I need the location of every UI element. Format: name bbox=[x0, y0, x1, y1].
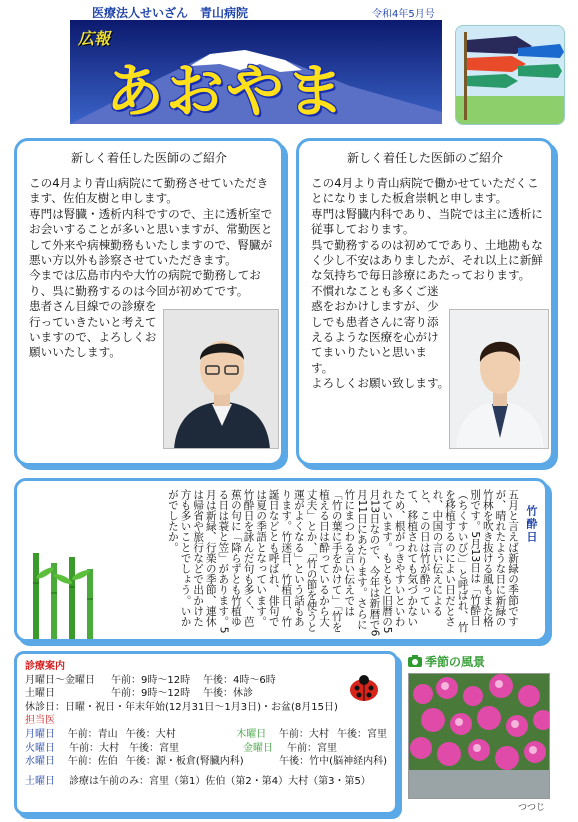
bamboo-column bbox=[14, 478, 548, 642]
doctor-day: 金曜日 bbox=[243, 742, 273, 754]
doctor-pm: 午後：源・板倉(腎臓内科) bbox=[125, 756, 244, 768]
azalea-photo bbox=[408, 673, 550, 799]
column-text: 五月と言えば新緑の季節ですが、晴れたような日に新緑の竹林を吹き抜ける風もまた格別です。5月13日は「竹酔日（ちくすいび）」と呼ばれ、竹を移植するのによい日だとされ、中国の言い伝えによると、この日は竹が酔っていて、移植されても気づかないため、根がつきやすいといわれています。もともと旧暦の5月13日なので、今年は新暦で6月11日にあたります。さらに竹にまつわる言い伝えでは「竹の葉に手をかけて」「竹を植える日は酔っているから大丈夫」とか、「竹の節を使うと運がよくなる」という話もあります。竹迷日、竹植日、竹誕日などとも呼ばれ、俳句では夏の季語となっています。竹酔日を詠んだ句も多く、芭蕉の句に「降らずとも竹植ゆる日は蓑と笠」があります。5月は新緑、行楽の季節、連休は帰省や旅行などで出かけた方も多いことでしょう。いかがでしたか。 bbox=[166, 489, 519, 637]
right-paragraph: 呉で勤務するのは初めてであり、土地勘もなく少し不安はありましたが、それ以上に新鮮な気持ちで毎日診療にあたっております。 bbox=[311, 237, 543, 283]
doctor-portrait-icon bbox=[450, 310, 549, 449]
season-title: 季節の風景 bbox=[425, 655, 486, 669]
hours-pm: 午後：休診 bbox=[203, 688, 253, 700]
doctor-am: 午前：大村 bbox=[69, 742, 119, 754]
bamboo-icon bbox=[23, 553, 103, 642]
right-paragraph: この4月より青山病院で働かせていただくことになりました板倉崇帆と申します。 bbox=[311, 176, 539, 206]
doctor-photo-saeki bbox=[163, 309, 279, 449]
hours-am: 午前：9時～12時 bbox=[111, 674, 191, 686]
doctor-pm: 午後：宮里 bbox=[337, 728, 388, 740]
closed-days-row bbox=[25, 701, 387, 715]
saturday-label: 土曜日 bbox=[25, 775, 55, 787]
hours-row bbox=[25, 674, 387, 688]
title-banner bbox=[70, 20, 442, 124]
hours-am: 午前：9時～12時 bbox=[111, 688, 191, 700]
right-doctor-card bbox=[296, 138, 554, 466]
issue-date: 令和4年5月号 bbox=[372, 9, 435, 20]
right-card-title: 新しく着任した医師のご紹介 bbox=[346, 151, 503, 165]
hours-days: 土曜日 bbox=[25, 688, 55, 700]
doctor-am: 午前：宮里 bbox=[287, 742, 337, 754]
hospital-name: 医療法人せいざん 青山病院 bbox=[92, 6, 249, 20]
doctor-am: 午前：青山 bbox=[67, 728, 118, 740]
kouhou-label: 広報 bbox=[78, 29, 111, 48]
left-card-title: 新しく着任した医師のご紹介 bbox=[70, 151, 227, 165]
right-paragraph: 専門は腎臓内科であり、当院では主に透析に従事しております。 bbox=[311, 206, 543, 237]
ladybug-icon bbox=[347, 674, 381, 702]
season-scene bbox=[405, 651, 555, 815]
photo-caption: つつじ bbox=[517, 803, 545, 813]
doctor-day: 月曜日 bbox=[25, 728, 55, 740]
azalea-flowers-image bbox=[409, 674, 550, 799]
doctor-day: 水曜日 bbox=[25, 756, 55, 768]
column-title: 竹酔日 bbox=[525, 505, 538, 544]
newsletter-header bbox=[0, 0, 578, 128]
doctor-day: 木曜日 bbox=[236, 728, 267, 740]
hours-row bbox=[25, 687, 387, 701]
doctor-pm: 午後：竹中(脳神経内科) bbox=[279, 756, 387, 768]
doctor-row bbox=[25, 728, 387, 742]
camera-icon bbox=[407, 654, 423, 668]
doctor-row bbox=[25, 755, 387, 769]
closed-label: 休診日 bbox=[25, 701, 55, 713]
saturday-row bbox=[25, 775, 387, 789]
left-paragraph: この4月より青山病院にて勤務させていただきます、佐伯友樹と申します。 bbox=[29, 176, 269, 206]
hours-days: 月曜日～金曜日 bbox=[25, 674, 95, 686]
left-doctor-card bbox=[14, 138, 284, 466]
left-paragraph: 今までは広島市内や大竹の病院で勤務しており、呉に勤務するのは今回が初めてです。 bbox=[29, 268, 261, 298]
doctor-am: 午前：大村 bbox=[278, 728, 329, 740]
left-paragraph: 患者さん目線での診療を行っていきたいと考えていますので、よろしくお願いいたします。 bbox=[29, 299, 157, 360]
doctor-row bbox=[25, 742, 387, 756]
koinobori-illustration bbox=[455, 25, 565, 125]
carp-streamer-icon bbox=[456, 26, 565, 125]
doctor-pm: 午後：大村 bbox=[125, 728, 176, 740]
doctor-pm: 午後：宮里 bbox=[129, 742, 179, 754]
newsletter-title: あおやま bbox=[106, 57, 347, 124]
doctor-am: 午前：佐伯 bbox=[67, 756, 118, 768]
closed-days: ：日曜・祝日・年末年始(12月31日～1月3日)・お盆(8月15日) bbox=[55, 701, 338, 713]
saturday-doctors: 診療は午前のみ：宮里（第1）佐伯（第2・第4）大村（第3・第5） bbox=[69, 775, 371, 787]
hours-pm: 午後：4時～6時 bbox=[203, 674, 276, 686]
doctor-day: 火曜日 bbox=[25, 742, 55, 754]
right-paragraph: 不慣れなことも多くご迷惑をおかけしますが、少しでも患者さんに寄り添えるような医療を心がけてまいりたいと思います。 bbox=[311, 283, 439, 375]
doctor-portrait-icon bbox=[164, 310, 279, 449]
doctor-photo-itakura bbox=[449, 309, 549, 449]
left-paragraph: 専門は腎臓・透析内科ですので、主に透析室でお会いすることが多いと思いますが、常勤医として外来や病棟勤務もいたしますので、腎臓が悪い方以外も診察させていただきます。 bbox=[29, 206, 273, 268]
clinic-schedule bbox=[14, 651, 398, 815]
doctor-heading: 担当医 bbox=[25, 715, 55, 727]
schedule-heading: 診療案内 bbox=[25, 661, 65, 672]
right-paragraph: よろしくお願い致します。 bbox=[311, 376, 450, 391]
